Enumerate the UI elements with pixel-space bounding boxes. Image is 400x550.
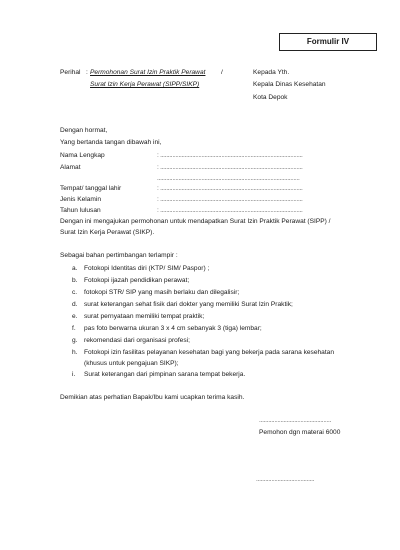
list-item-letter: e. [72,313,78,320]
field-value-tahun-lulusan[interactable]: : ............................................................................................. [157,207,303,214]
list-item-letter: i. [72,371,76,378]
field-label-jenis-kelamin: Jenis Kelamin [60,196,102,203]
list-item: pas foto berwarna ukuran 3 x 4 cm sebanyak 3 (tiga) lembar; [84,325,262,332]
list-item-letter: a. [72,265,78,272]
form-number-box [279,33,377,51]
list-item: Fotokopi Identitas diri (KTP/ SIM/ Paspor) ; [84,265,210,272]
field-value-ttl[interactable]: : ............................................................................................. [157,185,303,192]
list-item-letter: b. [72,277,78,284]
attachments-intro: Sebagai bahan pertimbangan terlampir : [60,252,178,259]
signature-name-line[interactable]: ...................................... [256,476,315,483]
recipient-line3: Kota Depok [253,94,288,101]
field-value-alamat-cont[interactable]: ............................................................................................. [157,175,300,182]
list-item-letter: h. [72,349,78,356]
list-item-letter: c. [72,289,78,296]
list-item-letter: f. [72,325,76,332]
recipient-line1: Kepada Yth. [253,69,290,76]
perihal-subject-line2: Surat Izin Kerja Perawat (SIPP/SIKP) [90,81,200,88]
signature-label: Pemohon dgn materai 6000 [259,429,341,436]
greeting: Dengan hormat, [60,127,108,134]
list-item-letter: d. [72,301,78,308]
recipient-line2: Kepala Dinas Kesehatan [253,81,326,88]
list-item: surat keterangan sehat fisik dari dokter yang memiliki Surat Izin Praktik; [84,301,293,308]
list-item: Surat keterangan dari pimpinan sarana tempat bekerja. [84,371,246,378]
perihal-label: Perihal [60,69,81,76]
list-item-letter: g. [72,337,78,344]
field-value-alamat[interactable]: : ............................................................................................. [157,164,303,171]
list-item: rekomendasi dari organisasi profesi; [84,337,190,344]
perihal-slash: / [221,69,223,76]
perihal-subject-line1: Permohonan Surat Izin Praktik Perawat [90,69,206,76]
list-item: Fotokopi izin fasilitas pelayanan kesehatan bagi yang bekerja pada sarana kesehatan [84,349,334,356]
field-label-ttl: Tempat/ tanggal lahir [60,185,122,192]
request-line1: Dengan ini mengajukan permohonan untuk mendapatkan Surat Izin Praktik Perawat (SIPP) / [60,218,331,225]
signature-date-line[interactable]: ............................................... [259,417,332,424]
list-item: surat pernyataan memiliki tempat praktik; [84,313,205,320]
request-line2: Surat Izin Kerja Perawat (SIKP). [60,229,155,236]
closing-text: Demikian atas perhatian Bapak/Ibu kami ucapkan terima kasih. [60,394,245,401]
field-label-alamat: Alamat [60,164,81,171]
field-value-nama[interactable]: : ............................................................................................. [157,152,303,159]
list-item: Fotokopi ijazah pendidikan perawat; [84,277,190,284]
field-label-nama: Nama Lengkap [60,152,105,159]
perihal-colon: : [86,69,88,76]
field-label-tahun-lulusan: Tahun lulusan [60,207,101,214]
intro-text: Yang bertanda tangan dibawah ini, [60,139,162,146]
form-number-label: Formulir IV [306,37,350,46]
field-value-jenis-kelamin[interactable]: : ............................................................................................. [157,196,303,203]
list-item: fotokopi STR/ SIP yang masih berlaku dan dilegalisir; [84,289,240,296]
list-item: (khusus untuk pengajuan SIKP); [84,360,179,367]
